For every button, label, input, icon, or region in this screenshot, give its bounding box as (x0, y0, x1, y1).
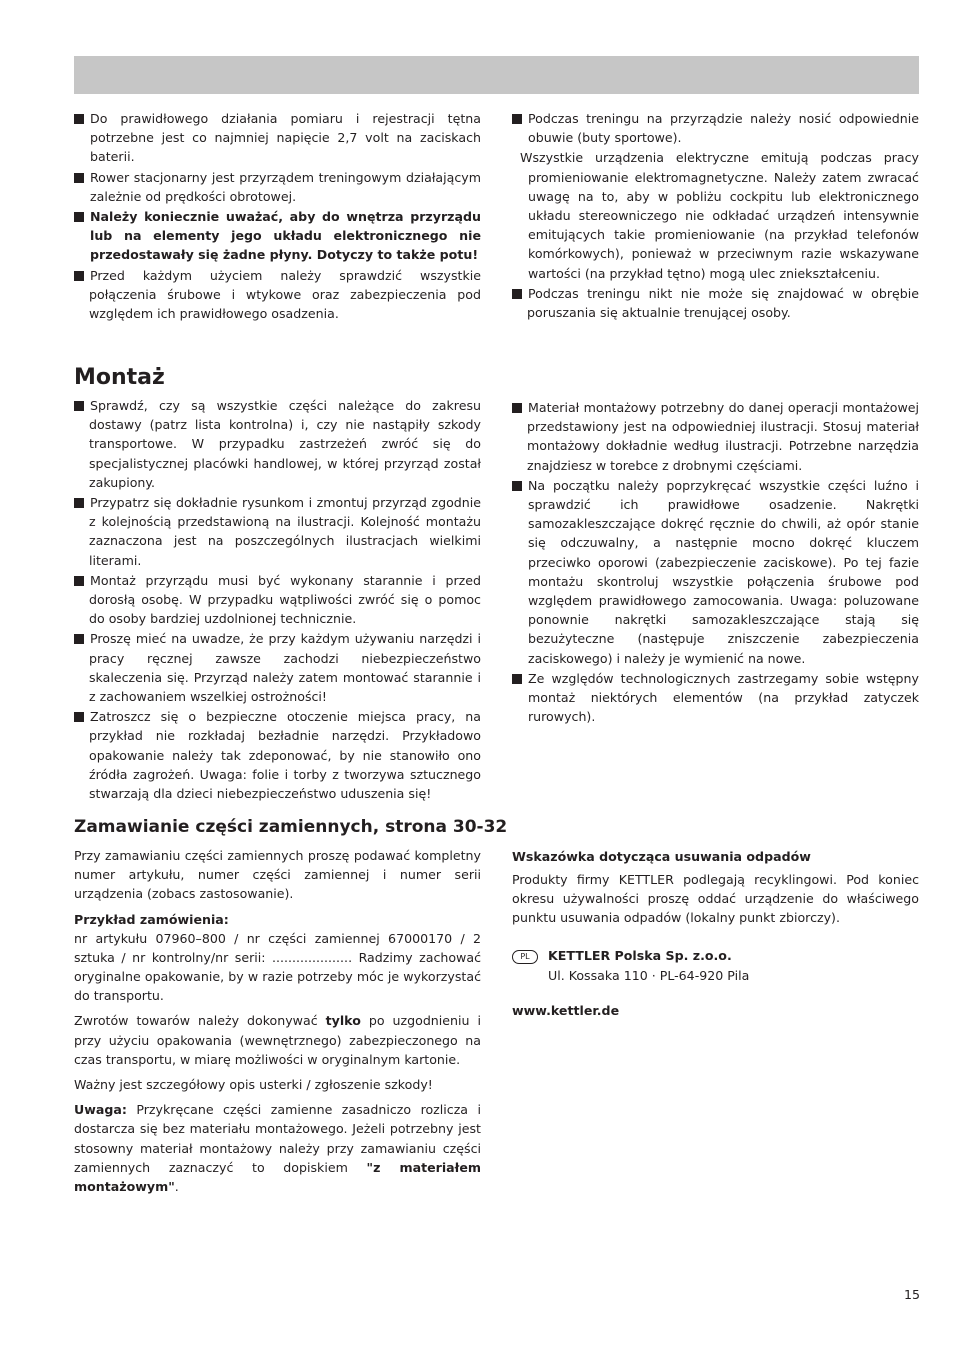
contact-address: Ul. Kossaka 110 · PL-64-920 Pila (548, 967, 750, 983)
bullet-square-icon (512, 403, 522, 413)
bullet-square-icon (74, 173, 84, 183)
disposal-column (512, 847, 919, 1020)
list-item: Podczas treningu nikt nie może się znajdować w obrębie poruszania się aktualnie trenującej osoby. (512, 284, 919, 322)
disposal-title: Wskazówka dotycząca usuwania odpadów (512, 849, 811, 864)
bullet-square-icon (74, 114, 84, 124)
bullet-square-icon (512, 481, 522, 491)
contact-company: PL KETTLER Polska Sp. z.o.o. (512, 946, 919, 965)
list-item: Materiał montażowy potrzebny do danej operacji montażowej przedstawiony jest na odpowiedniej ilustracji. Stosuj materiał montażowy dokładnie według ilustracji. Potrzebne narzędzia znajdziesz w torebce z drobnymi częściami. (512, 398, 919, 475)
list-item: Montaż przyrządu musi być wykonany starannie i przed dorosłą osobę. W przypadku wątpliwości zwróć się o pomoc do osoby bardziej uzdolnionej technicznie. (74, 571, 481, 629)
list-item: Do prawidłowego działania pomiaru i rejestracji tętna potrzebne jest co najmniej napięcie 2,7 volt na zaciskach baterii. (74, 109, 481, 167)
disposal-text: Produkty firmy KETTLER podlegają recyklingowi. Pod koniec okresu używalności proszę oddać urządzenie do właściwego punktu usuwania odpadów (lokalny punkt zbiorczy). (512, 872, 919, 926)
damage-report-note: Ważny jest szczegółowy opis usterki / zgłoszenie szkody! (74, 1077, 433, 1093)
bullet-square-icon (74, 271, 84, 281)
list-item: Podczas treningu na przyrządzie należy nosić odpowiednie obuwie (buty sportowe). (512, 109, 919, 147)
list-item: Sprawdź, czy są wszystkie części należące do zakresu dostawy (patrz lista kontrolna) i, czy nie nastąpiły szkody transportowe. W przypadku zastrzeżeń zwróć się do specjalistycznej placówki handlowej, w której przyrząd został zakupiony. (74, 396, 481, 492)
header-bar (74, 56, 919, 94)
country-pl-icon: PL (512, 950, 538, 964)
list-item: Przed każdym użyciem należy sprawdzić wszystkie połączenia śrubowe i wtykowe oraz zabezpieczenia pod względem ich prawidłowego osadzenia. (74, 266, 481, 324)
spare-parts-column (74, 846, 481, 1196)
safety-right-column (512, 109, 919, 322)
bullet-square-icon (74, 498, 84, 508)
section-title-spare-parts: Zamawianie części zamiennych, strona 30-32 (74, 817, 508, 837)
page-number: 15 (904, 1287, 921, 1302)
bullet-square-icon (512, 114, 522, 124)
list-item: Zatroszcz się o bezpieczne otoczenie miejsca pracy, na przykład nie rozkładaj bezładnie narzędzi. Przykładowo opakowanie należy tak zdeponować, by nie stanowiło ono źródła zagrożeń. Uwaga: folie i torby z tworzywa sztucznego stwarzają dla dzieci niebezpieczeństwo uduszenia się! (74, 707, 481, 803)
list-item: Proszę mieć na uwadze, że przy każdym używaniu narzędzi i pracy ręcznej zawsze zachodzi niebezpieczeństwo skaleczenia się. Przyrząd należy zatem montować starannie i z zachowaniem wszelkiej ostrożności! (74, 629, 481, 706)
assembly-left-column (74, 396, 481, 803)
bullet-square-icon (74, 634, 84, 644)
assembly-right-column (512, 398, 919, 726)
bullet-square-icon (512, 674, 522, 684)
list-item: Rower stacjonarny jest przyrządem treningowym działającym zależnie od prędkości obrotowej. (74, 168, 481, 206)
returns-paragraph: Zwrotów towarów należy dokonywać tylko po uzgodnieniu i przy użyciu opakowania (wewnętrznego) zabezpieczonego na czas transportu, w miarę możliwości w oryginalnym kartonie. (74, 1013, 481, 1067)
list-item-warning: Należy koniecznie uważać, aby do wnętrza przyrządu lub na elementy jego układu elektronicznego nie przedostawały się żadne płyny. Dotyczy to także potu! (74, 207, 481, 265)
bullet-square-icon (74, 712, 84, 722)
list-item: Ze względów technologicznych zastrzegamy sobie wstępny montaż niektórych elementów (na przykład zatyczek rurowych). (512, 669, 919, 727)
safety-left-column (74, 109, 481, 323)
section-title-assembly: Montaż (74, 365, 165, 390)
order-example-text: nr artykułu 07960–800 / nr części zamiennej 67000170 / 2 sztuka / nr kontrolny/nr serii: .................... Radzimy zachować oryginalne opakowanie, by w razie potrzeby móc je wykorzystać do transportu. (74, 930, 481, 1004)
mounting-material-note: Uwaga: Przykręcane części zamienne zasadniczo rozlicza i dostarcza się bez materiału montażowego. Jeżeli potrzebny jest stosowny materiał montażowy należy przy zamawianiu części zamiennych zaznaczyć to dopiskiem "z materiałem montażowym". (74, 1102, 481, 1195)
list-item: Na początku należy poprzykręcać wszystkie części luźno i sprawdzić ich prawidłowe osadzenie. Nakrętki samozakleszczające dokręć ręcznie do chwili, aż opór stanie się odczuwalny, a następnie mocno dokręć kluczem przeciwko oporowi (zabezpieczenie zaciskowe). Po tej fazie montażu skontroluj wszystkie połączenia śrubowe pod względem prawidłowego zamocowania. Uwaga: poluzowane ponownie nakrętki samozakleszczające stają się bezużyteczne (następuje zniszczenie zabezpieczenia zaciskowego) i należy je wymienić na nowe. (512, 476, 919, 668)
bullet-square-icon (74, 576, 84, 586)
bullet-square-icon (74, 401, 84, 411)
spare-parts-intro: Przy zamawianiu części zamiennych proszę podawać kompletny numer artykułu, numer części zamiennej i numer serii urządzenia (zobacs zastosowanie). (74, 848, 481, 902)
bullet-square-icon (512, 289, 522, 299)
list-item: Przypatrz się dokładnie rysunkom i zmontuj przyrząd zgodnie z kolejnością przedstawioną na ilustracji. Kolejność montażu zaznaczona jest na poszczególnych ilustracjach wielkimi literami. (74, 493, 481, 570)
electromagnetic-note: Wszystkie urządzenia elektryczne emitują podczas pracy promieniowanie elektromagnetyczne. Należy zatem zwracać uwagę na to, aby w pobliżu cockpitu lub elektronicznego układu stereowniczego nie odkładać urządzeń intensywnie emitujących takie promieniowanie (na przykład telefonów komórkowych), ponieważ w przeciwnym razie wskazywane wartości (na przykład tętno) mogą ulec zniekształceniu. (520, 150, 919, 281)
website-link[interactable]: www.kettler.de (512, 1003, 620, 1019)
order-example-label: Przykład zamówienia: (74, 911, 229, 927)
bullet-square-icon (74, 212, 84, 222)
